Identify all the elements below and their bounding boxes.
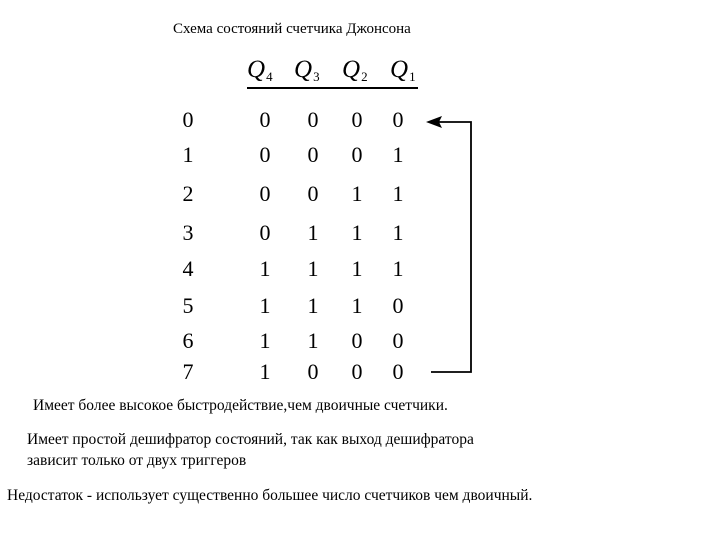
bit-cell: 0 bbox=[392, 359, 404, 384]
bit-cell: 0 bbox=[259, 107, 271, 132]
bit-cell: 1 bbox=[392, 142, 404, 167]
bit-cell: 0 bbox=[351, 359, 363, 384]
bit-cell: 1 bbox=[392, 181, 404, 206]
bit-cell: 0 bbox=[392, 107, 404, 132]
note-decoder bbox=[27, 429, 474, 471]
bit-cell: 0 bbox=[392, 328, 404, 353]
note-speed: Имеет более высокое быстродействие,чем двоичные счетчики. bbox=[33, 397, 448, 414]
bit-cell: 1 bbox=[259, 293, 271, 318]
bit-cell: 1 bbox=[307, 293, 319, 318]
state-number: 4 bbox=[182, 256, 194, 281]
state-number: 2 bbox=[182, 181, 194, 206]
bit-cell: 1 bbox=[307, 328, 319, 353]
bit-cell: 1 bbox=[351, 220, 363, 245]
state-number: 1 bbox=[182, 142, 194, 167]
bit-cell: 1 bbox=[259, 256, 271, 281]
state-number: 5 bbox=[182, 293, 194, 318]
bit-cell: 1 bbox=[351, 256, 363, 281]
bit-cell: 0 bbox=[351, 107, 363, 132]
column-header-q2: $Q_2$ bbox=[342, 56, 368, 84]
bit-cell: 1 bbox=[351, 181, 363, 206]
bit-cell: 1 bbox=[351, 293, 363, 318]
bit-cell: 0 bbox=[307, 107, 319, 132]
column-header-q4: $Q_4$ bbox=[247, 56, 273, 84]
column-header-q1: $Q_1$ bbox=[390, 56, 416, 84]
state-number: 6 bbox=[182, 328, 194, 353]
header-underline bbox=[247, 87, 418, 89]
page-title: Схема состояний счетчика Джонсона bbox=[173, 21, 411, 37]
bit-cell: 0 bbox=[259, 181, 271, 206]
bit-cell: 0 bbox=[307, 181, 319, 206]
bit-cell: 0 bbox=[259, 142, 271, 167]
note-disadvantage: Недостаток - использует существенно большее число счетчиков чем двоичный. bbox=[7, 487, 533, 504]
bit-cell: 0 bbox=[307, 142, 319, 167]
bit-cell: 0 bbox=[259, 220, 271, 245]
state-number: 7 bbox=[182, 359, 194, 384]
note-decoder-line: зависит только от двух триггеров bbox=[27, 452, 247, 469]
bit-cell: 0 bbox=[351, 142, 363, 167]
bit-cell: 0 bbox=[307, 359, 319, 384]
feedback-line bbox=[431, 122, 471, 372]
column-header-q3: $Q_3$ bbox=[294, 56, 320, 84]
bit-cell: 0 bbox=[351, 328, 363, 353]
bit-cell: 0 bbox=[392, 293, 404, 318]
state-number: 3 bbox=[182, 220, 194, 245]
bit-cell: 1 bbox=[307, 256, 319, 281]
state-number: 0 bbox=[182, 107, 194, 132]
bit-cell: 1 bbox=[307, 220, 319, 245]
bit-cell: 1 bbox=[392, 256, 404, 281]
note-decoder-line: Имеет простой дешифратор состояний, так как выход дешифратора bbox=[27, 431, 474, 448]
feedback-arrow bbox=[420, 100, 480, 390]
bit-cell: 1 bbox=[392, 220, 404, 245]
bit-cell: 1 bbox=[259, 359, 271, 384]
bit-cell: 1 bbox=[259, 328, 271, 353]
